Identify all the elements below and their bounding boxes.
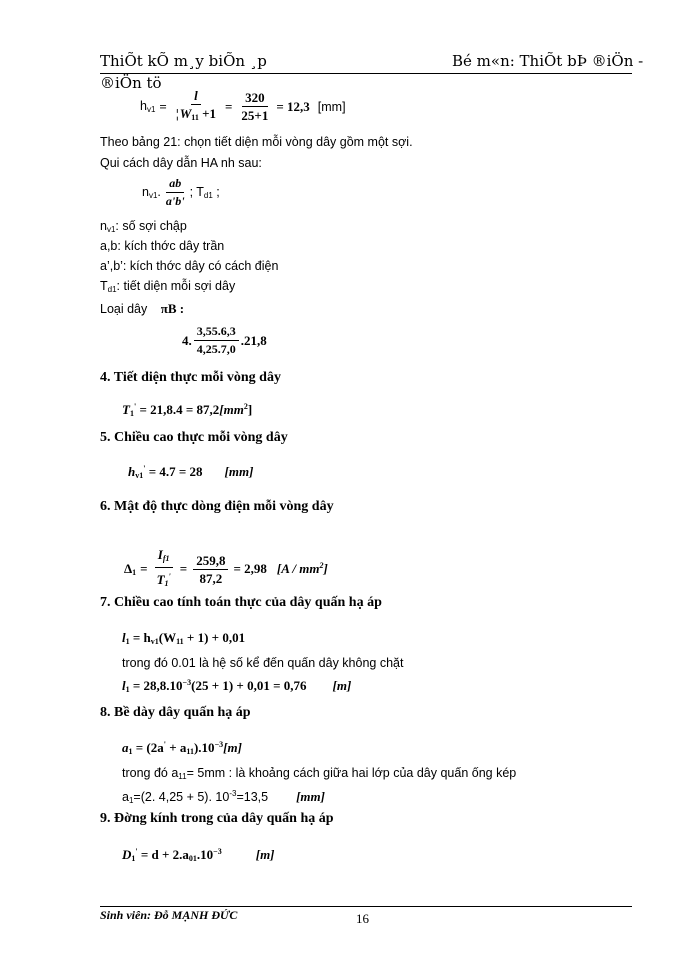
header-rule xyxy=(100,73,632,74)
text-loaiday: Loại dây πB : xyxy=(100,301,185,316)
def-ab: a,b: kích thớc dây trần xyxy=(100,239,225,253)
formula-sec5: $h_{v1}' = 4.7 = 28$ [mm] xyxy=(128,464,254,480)
heading-sec5: 5. Chiều cao thực mỗi vòng dây xyxy=(100,430,288,445)
footer-rule xyxy=(100,906,632,907)
def-td1: $T_{d1}$: tiết diện mỗi sợi dây xyxy=(100,279,236,294)
def-nv1: $n_{v1}$: số sợi chập xyxy=(100,219,187,234)
heading-sec6: 6. Mật độ thực dòng điện mỗi vòng dây xyxy=(100,499,334,514)
header-right: Bé m«n: ThiÕt bÞ ®iÖn - xyxy=(452,52,644,70)
text-quicach: Qui cách dây dẫn HA nh sau: xyxy=(100,156,262,170)
heading-sec7: 7. Chiều cao tính toán thực của dây quấn hạ áp xyxy=(100,595,382,610)
text-bang21: Theo bảng 21: chọn tiết diện mỗi vòng dây gồm một sợi. xyxy=(100,135,413,149)
heading-sec9: 9. Đờng kính trong của dây quấn hạ áp xyxy=(100,811,334,826)
heading-sec4: 4. Tiết diện thực mỗi vòng dây xyxy=(100,370,281,385)
footer-student: Sinh viên: Đỗ MẠNH ĐỨC xyxy=(100,908,238,922)
formula-sec7-1: $l_1 = h_{v1}(W_{11} + 1) + 0,01$ xyxy=(122,630,246,646)
formula-sec6: $\Delta_1$ = $\frac{I_{f1}}{T_1'}$ = $\frac{259,8}{87,2}$ = 2,98 $[A / mm^2]$ xyxy=(124,547,328,588)
formula-hv1: $h_{v1}$ = $\frac{l}{¦W_{11} +1}$ = $\frac{320}{25+1}$ = 12,3 [mm] xyxy=(140,88,346,123)
formula-sec7-2: $l_1 = 28,8.10^{-3}(25 + 1) + 0,01 = 0,76$ [m] xyxy=(122,678,352,694)
def-ab-prime: a’,b’: kích thớc dây có cách điện xyxy=(100,259,279,273)
formula-loai: 4. $\frac{3,55.6,3}{4,25.7,0}$ .21,8 xyxy=(182,324,267,356)
formula-sec9: $D_1' = d + 2.a_{01}.10^{-3}$ [m] xyxy=(122,847,275,863)
heading-sec8: 8. Bề dày dây quấn hạ áp xyxy=(100,705,251,720)
note-sec7: trong đó 0.01 là hệ số kể đến quấn dây không chặt xyxy=(122,656,404,670)
calc-sec8: $a_1=(2$. 4,25 + 5). $10^{-3}=13,5$ [mm] xyxy=(122,789,325,805)
formula-sec4: $T_1' = 21,8.4 = 87,2[mm^2]$ xyxy=(122,402,253,418)
formula-nv1: $n_{v1}$. $\frac{ab}{a'b'}$ ; $T_{d1}$ ; xyxy=(142,176,220,208)
header-line2: ®iÖn tö xyxy=(100,74,162,92)
note-sec8: trong đó $a_{11}= 5mm$ : là khoảng cách giữa hai lớp của dây quấn ống kép xyxy=(122,766,517,781)
header-left: ThiÕt kÕ m¸y biÕn ¸p xyxy=(100,52,267,70)
formula-sec8: $a_1 = (2a' + a_{11}).10^{-3}[m]$ xyxy=(122,740,242,756)
page-number: 16 xyxy=(356,911,369,926)
